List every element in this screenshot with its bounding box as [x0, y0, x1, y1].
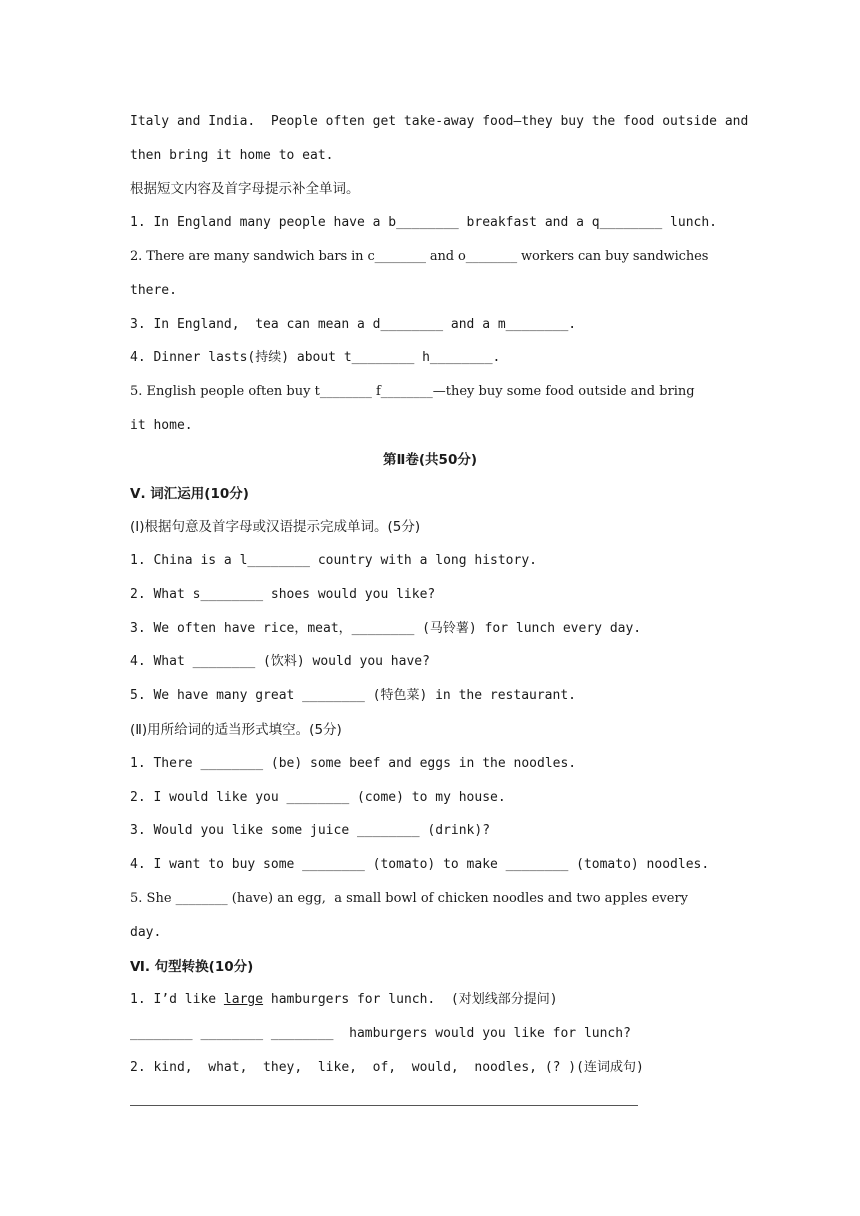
vocab-item-4: 4. What ________ (饮料) would you have?	[130, 654, 430, 669]
reading-question-3: 3. In England, tea can mean a d________ and a m________.	[130, 317, 577, 332]
vocab-item-2: 2. What s________ shoes would you like?	[130, 587, 436, 602]
reading-question-4: 4. Dinner lasts(持续) about t________ h________.	[130, 350, 501, 365]
reading-question-1: 1. In England many people have a b________ breakfast and a q________ lunch.	[130, 215, 717, 230]
form-item-1: 1. There ________ (be) some beef and eggs in the noodles.	[130, 756, 577, 771]
reading-instruction: 根据短文内容及首字母提示补全单词。	[130, 181, 360, 197]
section-5-title: Ⅴ. 词汇运用(10分)	[130, 486, 249, 502]
transform-answer-1: ________ ________ ________ hamburgers would you like for lunch?	[130, 1026, 631, 1041]
transform-question-1	[130, 991, 730, 1009]
transform-q1-prefix: 1. I’d like	[130, 992, 224, 1007]
answer-line	[130, 1105, 638, 1106]
transform-q1-suffix: hamburgers for lunch. (对划线部分提问)	[263, 992, 558, 1007]
section-5-subtitle-2: (Ⅱ)用所给词的适当形式填空。(5分)	[130, 722, 342, 738]
form-item-2: 2. I would like you ________ (come) to my house.	[130, 790, 506, 805]
section-6-title: Ⅵ. 句型转换(10分)	[130, 959, 254, 975]
vocab-item-5: 5. We have many great ________ (特色菜) in the restaurant.	[130, 688, 576, 703]
vocab-item-1: 1. China is a l________ country with a long history.	[130, 553, 537, 568]
form-item-3: 3. Would you like some juice ________ (drink)?	[130, 823, 491, 838]
part-2-title: 第Ⅱ卷(共50分)	[382, 452, 478, 468]
transform-q1-underlined-word: large	[223, 992, 264, 1007]
reading-question-2: 2. There are many sandwich bars in c________ and o________ workers can buy sandwiches	[130, 249, 709, 264]
reading-question-2-cont: there.	[130, 283, 177, 298]
vocab-item-3: 3. We often have rice，meat，________ (马铃薯) for lunch every day.	[130, 621, 642, 636]
reading-question-5: 5. English people often buy t________ f________—they buy some food outside and bring	[130, 384, 695, 399]
passage-line-1: Italy and India. People often get take-away food—they buy the food outside and	[130, 114, 749, 129]
form-item-4: 4. I want to buy some ________ (tomato) to make ________ (tomato) noodles.	[130, 857, 710, 872]
transform-question-2: 2. kind, what, they, like, of, would, noodles, (? )(连词成句)	[130, 1060, 644, 1075]
reading-question-5-cont: it home.	[130, 418, 193, 433]
section-5-subtitle-1: (Ⅰ)根据句意及首字母或汉语提示完成单词。(5分)	[130, 519, 421, 535]
form-item-5: 5. She ________ (have) an egg, a small bowl of chicken noodles and two apples every	[130, 891, 689, 906]
form-item-5-cont: day.	[130, 925, 162, 940]
passage-line-2: then bring it home to eat.	[130, 148, 334, 163]
